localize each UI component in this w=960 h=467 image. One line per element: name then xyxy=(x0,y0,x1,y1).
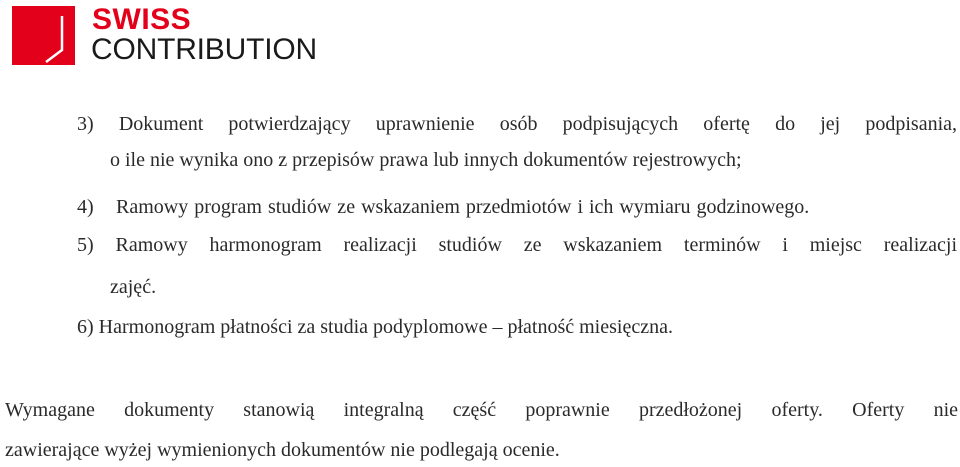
list-item-number: 3) xyxy=(77,113,94,135)
list-item-6 xyxy=(77,315,673,339)
list-item-number: 4) xyxy=(77,196,94,218)
list-item-text: Harmonogram płatności za studia podyplomowe – płatność miesięczna. xyxy=(98,316,673,338)
paragraph-line1: Wymagane dokumenty stanowią integralną część poprawnie przedłożonej oferty. Oferty nie xyxy=(5,399,958,421)
list-item-text: Ramowy harmonogram realizacji studiów ze wskazaniem terminów i miejsc realizacji xyxy=(115,234,958,256)
list-item-number: 6) xyxy=(77,316,94,338)
list-item-text: Ramowy program studiów ze wskazaniem przedmiotów i ich wymiaru godzinowego. xyxy=(116,196,810,218)
list-item-5-line1 xyxy=(77,233,957,257)
list-item-3-line1 xyxy=(77,112,957,136)
list-item-4 xyxy=(77,195,809,219)
logo-text-swiss: SWISS xyxy=(92,3,192,36)
list-item-number: 5) xyxy=(77,234,94,256)
swiss-flag-icon xyxy=(12,6,75,65)
swiss-contribution-logo xyxy=(12,3,332,68)
list-item-5-line2: zajęć. xyxy=(110,276,157,298)
logo-text-contribution: CONTRIBUTION xyxy=(91,33,317,66)
paragraph-line2: zawierające wyżej wymienionych dokumentów nie podlegają ocenie. xyxy=(5,439,560,461)
list-item-text: Dokument potwierdzający uprawnienie osób podpisujących ofertę do jej podpisania, xyxy=(118,113,958,135)
list-item-3-line2: o ile nie wynika ono z przepisów prawa lub innych dokumentów rejestrowych; xyxy=(110,149,742,171)
